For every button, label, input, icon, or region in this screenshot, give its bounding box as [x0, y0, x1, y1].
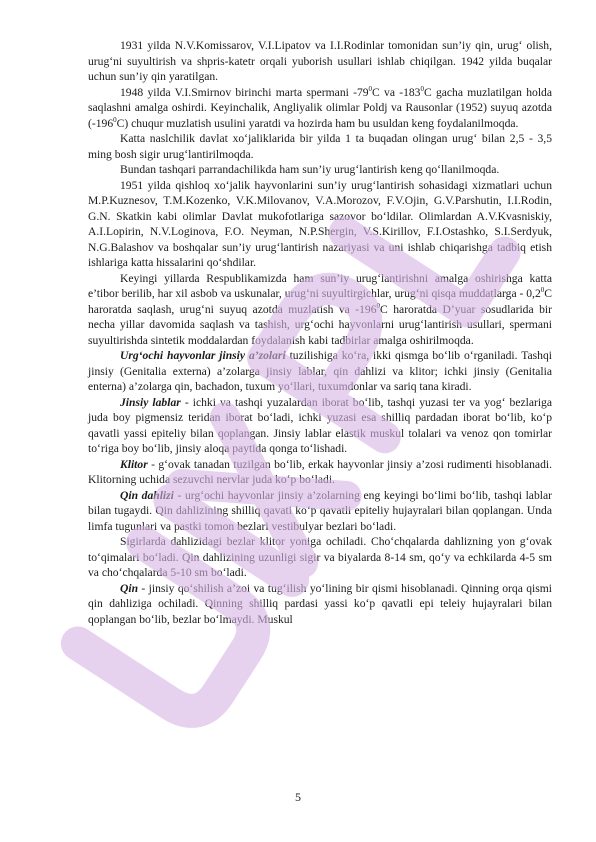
paragraph [88, 395, 552, 457]
text-run: C gacha muzlatilgan holda saqlashni amalga oshirdi. Keyinchalik, Angliyalik olimlar Poldj va Rausonlar (1952) suyuq azotda (-196 [88, 85, 552, 130]
text-run: Sigirlarda dahlizidagi bezlar klitor yoniga ochiladi. Cho‘chqalarda dahlizning yon g‘ovak to‘qimalari bo‘ladi. Qin dahlizining uzunligi sigir va biyalarda 8-14 sm, qo‘y va echkilarda 4-5 sm va cho‘chqalarda 5-10 sm bo‘ladi. [88, 535, 552, 579]
paragraph [88, 38, 552, 85]
text-run: 1931 yilda N.V.Komissarov, V.I.Lipatov va I.I.Rodinlar tomonidan sun’iy qin, urug‘ olish, urug‘ni suyultirish va shpris-katetr orqali yuborish usullari ishlab chiqilgan. 1942 yilda buqalar uchun sun’iy qin yaratilgan. [88, 39, 552, 83]
text-run: - g‘ovak tanadan tuzilgan bo‘lib, erkak hayvonlar jinsiy a’zosi rudimenti hisoblanadi. Klitorning uchida sezuvchi nervlar juda ko‘p bo‘ladi. [88, 457, 552, 486]
text-run: C haroratda saqlash, urug‘ni suyuq azotda muzlatish va -196 [88, 287, 552, 316]
degree-superscript: 0 [113, 115, 117, 124]
term-heading: Qin dahlizi [120, 488, 174, 502]
text-run: - urg‘ochi hayvonlar jinsiy a’zolarning eng keyingi bo‘limi bo‘lib, tashqi lablar bilan tugaydi. Qin dahlizining shilliq qavati ko‘p qavatli epiteliy hujayralari bilan qoplangan. Unda limfa tugunlari va pastki tomon bezlari vestibulyar bezlari bo‘ladi. [88, 488, 552, 533]
paragraph [88, 85, 552, 132]
paragraph [88, 131, 552, 162]
paragraph [88, 271, 552, 349]
paragraph [88, 534, 552, 581]
text-run: Katta naslchilik davlat xo‘jaliklarida bir yilda 1 ta buqadan olingan urug‘ bilan 2,5 - 3,5 ming bosh sigir urug‘lantirilmoqda. [88, 132, 552, 161]
paragraph [88, 457, 552, 488]
text-run: C) chuqur muzlatish usulini yaratdi va hozirda ham bu usuldan keng foydalanilmoqda. [116, 116, 519, 130]
paragraph [88, 178, 552, 271]
term-heading: Klitor [120, 457, 148, 471]
paragraph [88, 162, 552, 178]
paragraph [88, 581, 552, 628]
term-heading: Qin [120, 581, 139, 595]
text-run: 1948 yilda V.I.Smirnov birinchi marta spermani -79 [120, 85, 369, 99]
paragraph [88, 488, 552, 535]
text-run: 1951 yilda qishloq xo‘jalik hayvonlarini sun’iy urug‘lantirish sohasidagi xizmatlari uchun M.P.Kuznesov, T.M.Kozenko, V.K.Milovanov, V.A.Morozov, F.V.Ojin, G.V.Parshutin, I.I.Rodin, G.N. Skatkin kabi olimlar Davlat mukofotlariga sazovor bo‘ldilar. Olimlardan A.V.Kvasniskiy, A.I.Lopirin, N.V.Loginova, F.O. Neyman, N.P.Shergin, V.S.Kirillov, F.I.Ostashko, S.I.Serdyuk, N.G.Balashov va boshqalar sun’iy urug‘lantirish nazariyasi va uni ishlab chiqarishga tadbiq etish ishlariga katta hissalarini qo‘shdilar. [88, 178, 552, 269]
text-run: - ichki va tashqi yuzalardan iborat bo‘lib, tashqi yuzasi ter va yog‘ bezlariga juda boy pigmensiz teridan iborat bo‘ladi, ichki yuzasi esa shilliq pardadan iborat bo‘lib, ko‘p qavatli yassi epiteliy bilan qoplangan. Jinsiy lablar elastik muskul tolalari va venoz qon tomirlar to‘riga boy bo‘lib, jinsiy aloqa paytida qonga to‘lishadi. [88, 395, 553, 455]
text-run: - jinsiy qo‘shilish a’zoi va tug‘ilish yo‘lining bir qismi hisoblanadi. Qinning orqa qismi qin dahliziga ochiladi. Qinning shilliq pardasi yassi ko‘p qavatli epi teleiy hujayralari bilan qoplangan bo‘lib, bezlar bo‘lmaydi. Muskul [88, 581, 552, 626]
paragraph [88, 348, 552, 395]
degree-superscript: 0 [540, 286, 545, 295]
text-run: C haroratda D’yuar sosudlarida bir necha yillar davomida saqlash va tashish, urg‘ochi hayvonlarni urug‘lantirish usullari, spermani suyultirishda sintetik moddalardan foydalanish kabi tadbirlar amalga oshirilmoqda. [88, 302, 552, 347]
degree-superscript: 0 [420, 84, 424, 93]
term-heading: Urg‘ochi hayvonlar jinsiy a’zolari [120, 349, 286, 362]
degree-superscript: 0 [368, 84, 373, 93]
text-run: Keyingi yillarda Respublikamizda ham sun’iy urug‘lantirishni amalga oshirishga katta e’tibor berilib, har xil asbob va uskunalar, urug‘ni suyultirgichlar, urug‘ni qisqa muddatlarga - 0,2 [88, 271, 552, 300]
page-number: 5 [295, 790, 301, 804]
degree-superscript: 0 [376, 301, 381, 310]
text-run: tuzilishiga ko‘ra, ikki qismga bo‘lib o‘rganiladi. Tashqi jinsiy (Genitalia externa) a’zolarga jinsiy lablar, qin dahlizi va klitor; ichki jinsiy (Genitalia enterna) a’zolarga qin, bachadon, tuxum yo‘llari, tuxumdonlar va sariq tana kiradi. [88, 349, 552, 393]
body-text [88, 38, 552, 627]
text-run: C va -183 [372, 85, 421, 99]
term-heading: Jinsiy lablar [120, 395, 181, 409]
text-run: Bundan tashqari parrandachilikda ham sun’iy urug‘lantirish keng qo‘llanilmoqda. [120, 163, 500, 176]
